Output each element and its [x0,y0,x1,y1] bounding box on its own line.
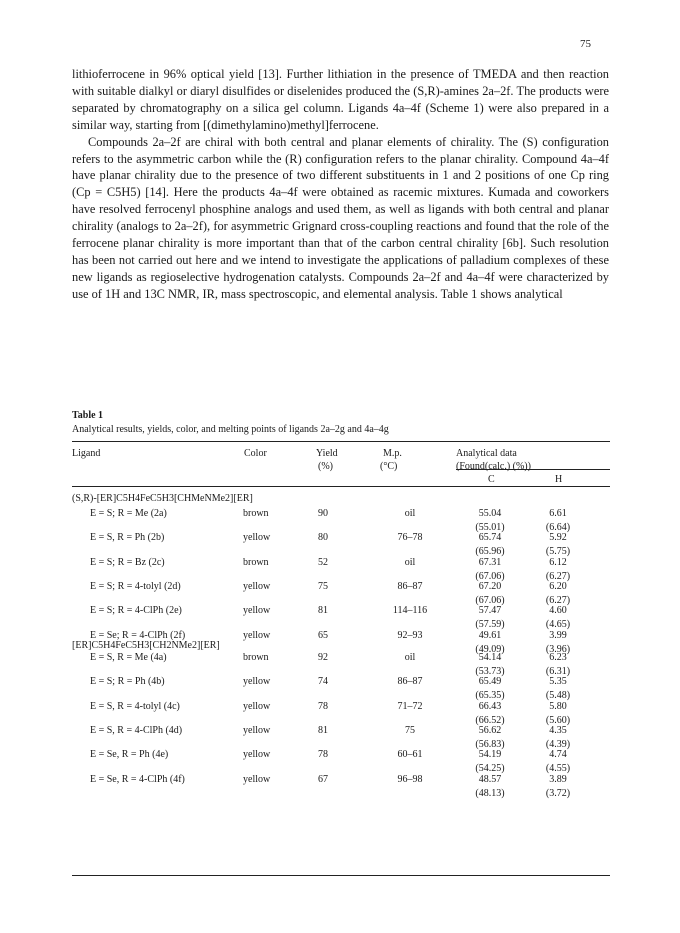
cell-yield: 81 [318,724,328,736]
cell-c-found: 65.74 [478,532,502,544]
cell-yield: 78 [318,700,328,712]
paragraph: Compounds 2a–2f are chiral with both central and planar elements of chirality. The (S) configuration refers to the asymmetric carbon while the (R) configuration refers to the planar chirality. Compound 4a–4f have planar chirality due to the presence of two different substituents in 1 and 2 positions of one Cp ring (Cp = C5H5) [14]. Here the products 4a–4f were obtained as racemic mixtures. Kumada and coworkers have resolved ferrocenyl phosphine analogs and used them, as well as ligands with both central and planar chirality (analogs to 2a–2f), for asymmetric Grignard cross-coupling reactions and found that the role of the ferrocene planar chirality is more important than that of the carbon central chirality [6b]. Such resolution has been not carried out here and we intend to investigate the applications of palladium complexes of these new ligands as regioselective hydrogenation catalysts. Compounds 2a–2f and 4a–4f were characterized by use of 1H and 13C NMR, IR, mass spectroscopic, and elemental analysis. Table 1 shows analytical [72,134,609,301]
cell-color: brown [243,556,269,568]
cell-h-calc: (6.64) [545,522,571,533]
cell-h-found: 5.80 [549,700,567,712]
header-mp: M.p. [383,448,402,459]
cell-mp: oil [404,556,416,568]
cell-h-found: 4.60 [549,605,567,617]
cell-ligand: E = Se, R = Ph (4e) [90,749,169,761]
cell-mp: 60–61 [397,749,423,761]
cell-h-found: 6.61 [549,508,567,519]
cell-h-calc: (6.27) [545,570,571,582]
cell-yield: 52 [318,556,328,568]
header-ligand: Ligand [72,448,101,459]
cell-h-calc: (6.31) [545,666,571,677]
cell-yield: 92 [318,652,328,663]
header-analytical-sub: (Found(calc.) (%)) [456,461,531,472]
cell-h-found: 4.35 [549,724,567,736]
cell-ligand: E = S; R = Me (2a) [90,508,167,519]
header-yield: Yield [316,448,338,459]
cell-h-found: 5.35 [549,676,567,688]
page-number: 75 [580,38,591,50]
cell-color: yellow [243,724,271,736]
cell-h-calc: (4.55) [545,763,571,775]
cell-c-found: 48.57 [478,773,502,785]
cell-ligand: E = S; R = 4-ClPh (2e) [90,605,182,617]
body-text [72,66,609,303]
cell-c-found: 56.62 [478,724,502,736]
cell-h-found: 6.20 [549,580,567,592]
cell-mp: oil [404,508,416,519]
cell-c-calc: (56.83) [475,738,505,750]
cell-h-calc: (5.60) [545,714,571,726]
cell-ligand: E = S, R = Ph (2b) [90,532,165,544]
cell-yield: 74 [318,676,328,688]
cell-mp: 86–87 [397,676,423,688]
cell-c-calc: (48.13) [475,787,505,799]
cell-ligand: E = Se; R = 4-ClPh (2f) [90,629,186,641]
cell-c-calc: (67.06) [475,570,505,582]
cell-ligand: E = Se, R = 4-ClPh (4f) [90,773,185,785]
section-heading: [ER]C5H4FeC5H3[CH2NMe2][ER] [72,640,220,651]
cell-yield: 78 [318,749,328,761]
cell-yield: 90 [318,508,328,519]
cell-h-found: 6.12 [549,556,567,568]
cell-mp: 76–78 [397,532,423,544]
cell-yield: 67 [318,773,328,785]
cell-color: yellow [243,749,271,761]
cell-c-found: 67.20 [478,580,502,592]
cell-c-found: 57.47 [478,605,502,617]
cell-c-calc: (54.25) [475,763,505,775]
header-analytical: Analytical data [456,448,517,459]
cell-mp: oil [404,652,416,663]
cell-ligand: E = S; R = Ph (4b) [90,676,165,688]
table-title: Table 1 [72,410,104,421]
cell-c-found: 65.49 [478,676,502,688]
cell-color: yellow [243,580,271,592]
cell-h-calc: (3.72) [545,787,571,799]
cell-ligand: E = S; R = 4-tolyl (2d) [90,580,181,592]
cell-mp: 96–98 [397,773,423,785]
cell-c-calc: (67.06) [475,594,505,606]
cell-c-calc: (53.73) [475,666,505,677]
cell-yield: 81 [318,605,328,617]
cell-color: yellow [243,605,271,617]
cell-c-calc: (49.09) [475,643,505,655]
cell-color: yellow [243,700,271,712]
table-top-rule [72,441,610,442]
table-description: Analytical results, yields, color, and melting points of ligands 2a–2g and 4a–4g [72,424,389,435]
cell-c-found: 55.04 [478,508,502,519]
table-header-rule [72,486,610,487]
cell-c-found: 67.31 [478,556,502,568]
cell-mp: 75 [405,724,415,736]
table-caption [72,409,612,437]
cell-ligand: E = S; R = Bz (2c) [90,556,165,568]
cell-c-found: 66.43 [478,700,502,712]
cell-c-found: 49.61 [478,629,502,641]
cell-mp: 71–72 [397,700,423,712]
cell-color: yellow [243,676,271,688]
cell-c-found: 54.19 [478,749,502,761]
cell-h-found: 6.23 [549,652,567,663]
cell-h-found: 5.92 [549,532,567,544]
cell-c-calc: (65.35) [475,690,505,702]
paragraph: lithioferrocene in 96% optical yield [13]. Further lithiation in the presence of TMEDA and then reaction with suitable dialkyl or diaryl disulfides or diselenides produced the (S,R)-amines 2a–2f. The products were separated by chromatography on a silica gel column. Ligands 4a–4f (Scheme 1) were also prepared in a similar way, starting from [(dimethylamino)methyl]ferrocene. [72,67,609,132]
cell-c-found: 54.14 [478,652,502,663]
cell-ligand: E = S, R = 4-ClPh (4d) [90,724,183,736]
cell-yield: 75 [318,580,328,592]
header-c: C [488,474,495,485]
cell-color: yellow [243,773,271,785]
cell-h-calc: (6.27) [545,594,571,606]
cell-c-calc: (57.59) [475,619,505,631]
cell-yield: 80 [318,532,328,544]
cell-h-found: 3.99 [549,629,567,641]
cell-h-calc: (5.48) [545,690,571,702]
cell-yield: 65 [318,629,328,641]
cell-mp: 86–87 [397,580,423,592]
header-mp-unit: (°C) [380,461,398,472]
cell-c-calc: (55.01) [475,522,505,533]
cell-color: brown [243,652,269,663]
cell-c-calc: (65.96) [475,546,505,558]
header-yield-unit: (%) [318,461,333,472]
cell-color: brown [243,508,269,519]
cell-h-calc: (5.75) [545,546,571,558]
cell-h-found: 4.74 [549,749,567,761]
cell-h-calc: (4.65) [545,619,571,631]
cell-h-calc: (4.39) [545,738,571,750]
table-bottom-rule [72,875,610,876]
header-color: Color [244,448,267,459]
cell-h-found: 3.89 [549,773,567,785]
cell-color: yellow [243,532,271,544]
section-heading: (S,R)-[ER]C5H4FeC5H3[CHMeNMe2][ER] [72,493,253,504]
cell-color: yellow [243,629,271,641]
cell-h-calc: (3.96) [545,643,571,655]
header-h: H [555,474,563,485]
cell-ligand: E = S, R = 4-tolyl (4c) [90,700,180,712]
analytical-subrule [456,469,610,470]
cell-mp: 92–93 [397,629,423,641]
cell-mp: 114–116 [392,605,428,617]
cell-c-calc: (66.52) [475,714,505,726]
cell-ligand: E = S, R = Me (4a) [90,652,167,663]
